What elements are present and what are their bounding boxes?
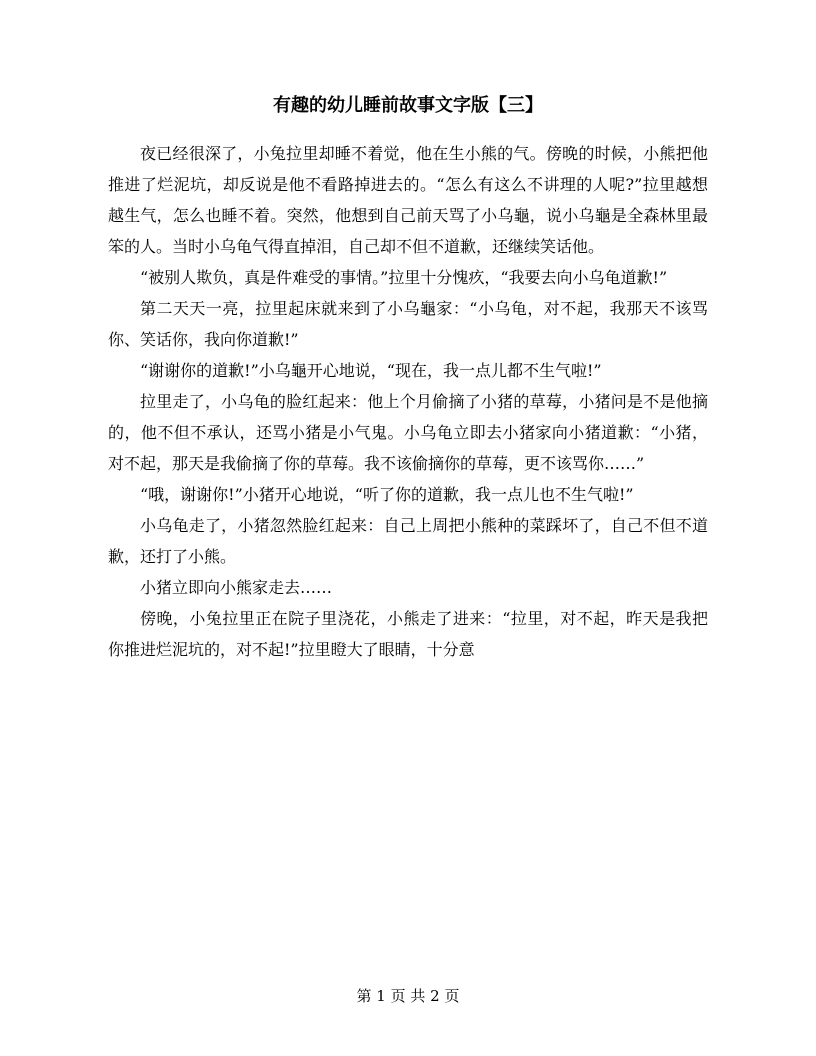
paragraph-6: “哦，谢谢你!”小猪开心地说，“听了你的道歉，我一点儿也不生气啦!” <box>140 485 634 504</box>
paragraph-1: 夜已经很深了，小兔拉里却睡不着觉，他在生小熊的气。傍晚的时候，小熊把他推进了烂泥坑，却反说是他不看路掉进去的。“怎么有这么不讲理的人呢?”拉里越想越生气，怎么也睡不着。突然，他想到自己前天骂了小乌龜，说小乌龜是全森林里最笨的人。当时小乌龟气得直掉泪，自己却不但不道歉，还继续笑话他。 <box>108 144 708 256</box>
document-title: 有趣的幼儿睡前故事文字版【三】 <box>273 95 543 116</box>
paragraph-5: 拉里走了，小乌龟的脸红起来：他上个月偷摘了小猪的草莓，小猪问是不是他摘的，他不但不承认，还骂小猪是小气鬼。小乌龟立即去小猪家向小猪道歉：“小猪，对不起，那天是我偷摘了你的草莓。我不该偷摘你的草莓，更不该骂你……” <box>108 392 708 473</box>
paragraph-4: “谢谢你的道歉!”小乌龜开心地说，“现在，我一点儿都不生气啦!” <box>140 361 602 380</box>
page-number-footer: 第 1 页 共 2 页 <box>356 987 460 1005</box>
paragraph-9: 傍晚，小兔拉里正在院子里浇花，小熊走了进来：“拉里，对不起，昨天是我把你推进烂泥坑的，对不起!”拉里瞪大了眼睛，十分意 <box>108 609 708 659</box>
paragraph-2: “被别人欺负，真是件难受的事情。”拉里十分愧疚，“我要去向小乌龟道歉!” <box>140 268 668 287</box>
document-body <box>108 138 708 665</box>
paragraph-8: 小猪立即向小熊家走去…… <box>140 578 333 597</box>
paragraph-3: 第二天天一亮，拉里起床就来到了小乌龜家：“小乌龟，对不起，我那天不该骂你、笑话你，我向你道歉!” <box>108 299 708 349</box>
paragraph-7: 小乌龟走了，小猪忽然脸红起来：自己上周把小熊种的菜踩坏了，自己不但不道歉，还打了小熊。 <box>108 516 708 566</box>
